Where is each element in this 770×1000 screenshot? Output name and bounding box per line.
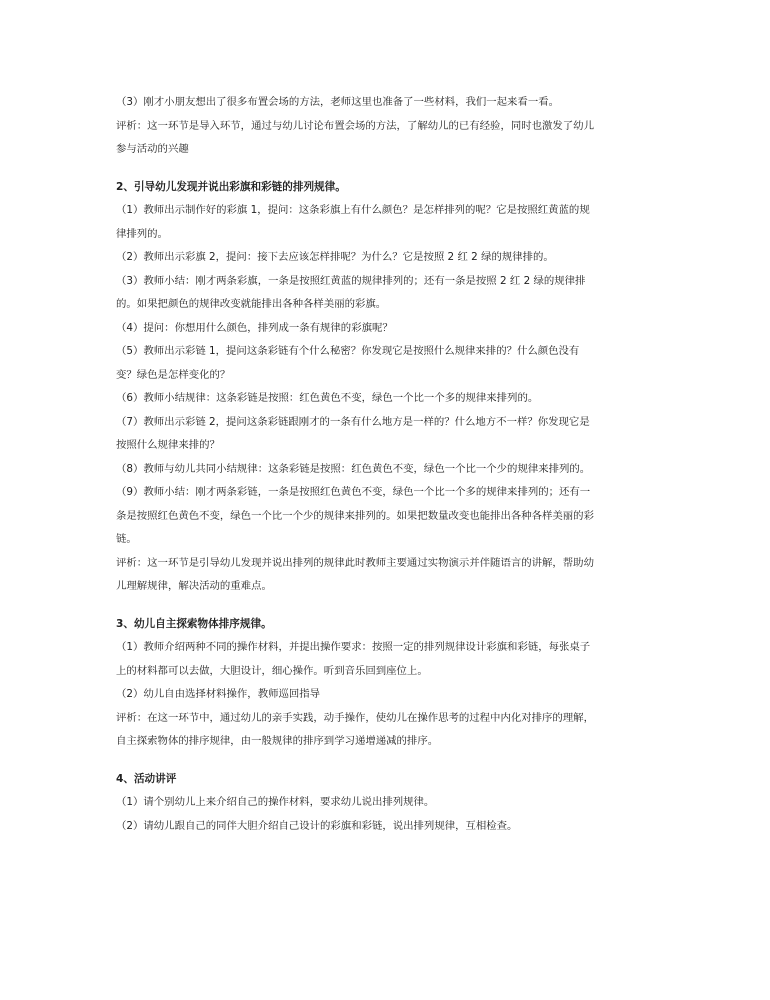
paragraph: （8）教师与幼儿共同小结规律：这条彩链是按照：红色黄色不变，绿色一个比一个少的规律来排列的。 <box>116 462 591 475</box>
paragraph: （6）教师小结规律：这条彩链是按照：红色黄色不变，绿色一个比一个多的规律来排列的。 <box>116 392 539 404</box>
paragraph: （3）刚才小朋友想出了很多布置会场的方法，老师这里也准备了一些材料，我们一起来看一看。 <box>116 96 560 108</box>
paragraph: （1）教师介绍两种不同的操作材料，并提出操作要求：按照一定的排列规律设计彩旗和彩链，每张桌子 <box>116 641 591 653</box>
section-heading: 2、引导幼儿发现并说出彩旗和彩链的排列规律。 <box>116 180 346 193</box>
comment-line: 评析：这一环节是引导幼儿发现并说出排列的规律此时教师主要通过实物演示并伴随语言的讲解，帮助幼 <box>116 556 594 569</box>
paragraph: （9）教师小结：刚才两条彩链，一条是按照红色黄色不变，绿色一个比一个多的规律来排列的；还有一 <box>116 486 591 498</box>
comment-line: 评析：在这一环节中，通过幼儿的亲手实践，动手操作，使幼儿在操作思考的过程中内化对排序的理解， <box>116 711 594 724</box>
paragraph: （7）教师出示彩链 2，提问这条彩链跟刚才的一条有什么地方是一样的？什么地方不一样？你发现它是 <box>116 415 590 428</box>
paragraph: （2）教师出示彩旗 2，提问：接下去应该怎样排呢？为什么？它是按照 2 红 2 绿的规律排的。 <box>116 251 554 263</box>
paragraph: （1）请个别幼儿上来介绍自己的操作材料，要求幼儿说出排列规律。 <box>116 796 435 808</box>
paragraph: 上的材料都可以去做，大胆设计，细心操作。听到音乐回到座位上。 <box>116 664 428 677</box>
paragraph: 的。如果把颜色的规律改变就能排出各种各样美丽的彩旗。 <box>116 298 387 310</box>
paragraph: 链。 <box>116 533 137 545</box>
paragraph: （1）教师出示制作好的彩旗 1，提问：这条彩旗上有什么颜色？是怎样排列的呢？它是按照红黄蓝的规 <box>116 204 590 216</box>
paragraph: （2）请幼儿跟自己的同伴大胆介绍自己设计的彩旗和彩链，说出排列规律，互相检查。 <box>116 819 518 832</box>
paragraph: （5）教师出示彩链 1，提问这条彩链有个什么秘密？你发现它是按照什么规律来排的？什么颜色没有 <box>116 345 580 357</box>
section-heading: 4、活动讲评 <box>116 772 177 785</box>
comment-line: 参与活动的兴趣 <box>116 143 189 155</box>
paragraph: （4）提问：你想用什么颜色，排列成一条有规律的彩旗呢？ <box>116 321 393 334</box>
section-heading: 3、幼儿自主探索物体排序规律。 <box>116 617 272 630</box>
comment-line: 评析：这一环节是导入环节，通过与幼儿讨论布置会场的方法，了解幼儿的已有经验，同时也激发了幼儿 <box>116 119 594 132</box>
comment-line: 自主探索物体的排序规律，由一般规律的排序到学习递增递减的排序。 <box>116 735 439 747</box>
comment-line: 儿理解规律，解决活动的重难点。 <box>116 580 272 592</box>
document-page <box>116 91 656 838</box>
paragraph: 变？绿色是怎样变化的？ <box>116 368 231 381</box>
paragraph: （3）教师小结：刚才两条彩旗，一条是按照红黄蓝的规律排列的；还有一条是按照 2 红 2 绿的规律排 <box>116 274 586 287</box>
paragraph: 律排列的。 <box>116 227 168 240</box>
paragraph: 按照什么规律来排的？ <box>116 439 220 451</box>
paragraph: （2）幼儿自由选择材料操作，教师巡回指导 <box>116 688 321 700</box>
paragraph: 条是按照红色黄色不变，绿色一个比一个少的规律来排列的。如果把数量改变也能排出各种各样美丽的彩 <box>116 509 594 522</box>
